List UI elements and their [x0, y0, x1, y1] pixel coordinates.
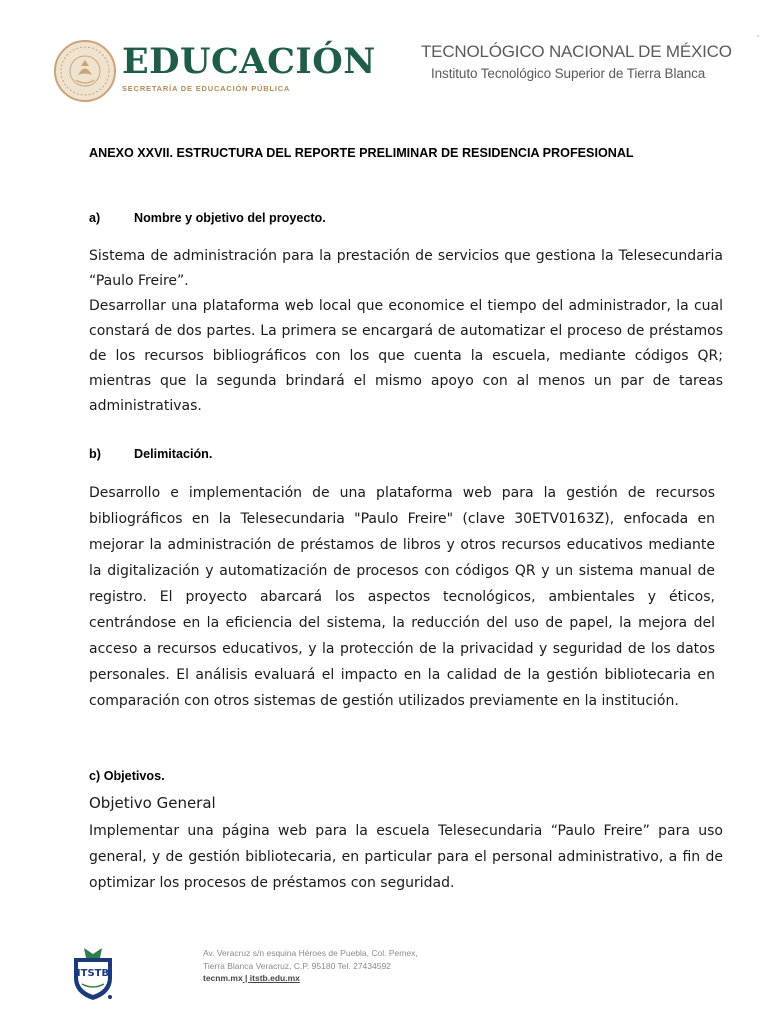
- itstb-shield-logo-icon: [70, 946, 116, 1002]
- mexico-seal-icon: [54, 40, 116, 102]
- section-c-heading: c) Objetivos.: [89, 769, 165, 783]
- section-b-paragraph: Desarrollo e implementación de una plataforma web para la gestión de recursos bibliográficos en la Telesecundaria "Paulo Freire" (clave 30ETV0163Z), enfocada en mejorar la administración de préstamos de libros y otros recursos educativos mediante la digitalización y automatización de procesos con códigos QR y un sistema manual de registro. El proyecto abarcará los aspectos tecnológicos, ambientales y éticos, centrándose en la eficiencia del sistema, la reducción del uso de papel, la mejora del acceso a recursos educativos, y la protección de la privacidad y seguridad de los datos personales. El análisis evaluará el impacto en la calidad de la gestión bibliotecaria en comparación con otros sistemas de gestión utilizados previamente en la institución.: [89, 485, 715, 709]
- brand-subtitle: SECRETARÍA DE EDUCACIÓN PÚBLICA: [122, 84, 291, 93]
- footer-link-tecnm[interactable]: tecnm.mx: [203, 973, 243, 983]
- section-b-title: Delimitación.: [134, 447, 213, 461]
- footer-address: [203, 947, 418, 985]
- section-a-title: Nombre y objetivo del proyecto.: [134, 211, 326, 225]
- document-heading: ANEXO XXVII. ESTRUCTURA DEL REPORTE PRELIMINAR DE RESIDENCIA PROFESIONAL: [89, 146, 634, 160]
- letterhead: [0, 0, 768, 110]
- section-a-letter: a): [89, 211, 101, 225]
- brand-title: EDUCACIÓN: [122, 41, 376, 82]
- section-b-heading: [89, 447, 212, 461]
- institution-subtitle: Instituto Tecnológico Superior de Tierra Blanca: [431, 66, 706, 81]
- itstb-logo-text: ITSTB: [76, 968, 110, 979]
- footer-links: [203, 972, 418, 985]
- institution-title: TECNOLÓGICO NACIONAL DE MÉXICO: [421, 42, 732, 61]
- corner-mark: ": [757, 36, 760, 42]
- section-a-heading: [89, 211, 326, 225]
- footer-link-separator: |: [242, 973, 250, 983]
- footer-address-line-2: Tierra Blanca Veracruz, C.P. 95180 Tel. 27434592: [203, 960, 391, 971]
- section-c-paragraph: Implementar una página web para la escuela Telesecundaria “Paulo Freire” para uso general, y de gestión bibliotecaria, en particular para el personal administrativo, a fin de optimizar los procesos de préstamos con seguridad.: [89, 823, 723, 891]
- section-a-paragraph: Sistema de administración para la prestación de servicios que gestiona la Telesecundaria “Paulo Freire”. Desarrollar una plataforma web local que economice el tiempo del administrador, la cual constará de dos partes. La primera se encargará de automatizar el proceso de préstamos de los recursos bibliográficos con los que cuenta la escuela, mediante códigos QR; mientras que la segunda brindará el mismo apoyo con al menos un par de tareas administrativas.: [89, 248, 723, 414]
- footer-link-itstb[interactable]: itstb.edu.mx: [249, 973, 300, 983]
- footer-address-line-1: Av. Veracruz s/n esquina Héroes de Puebla, Col. Pemex,: [203, 948, 418, 958]
- objective-general-heading: Objetivo General: [89, 794, 216, 812]
- section-b-letter: b): [89, 447, 101, 461]
